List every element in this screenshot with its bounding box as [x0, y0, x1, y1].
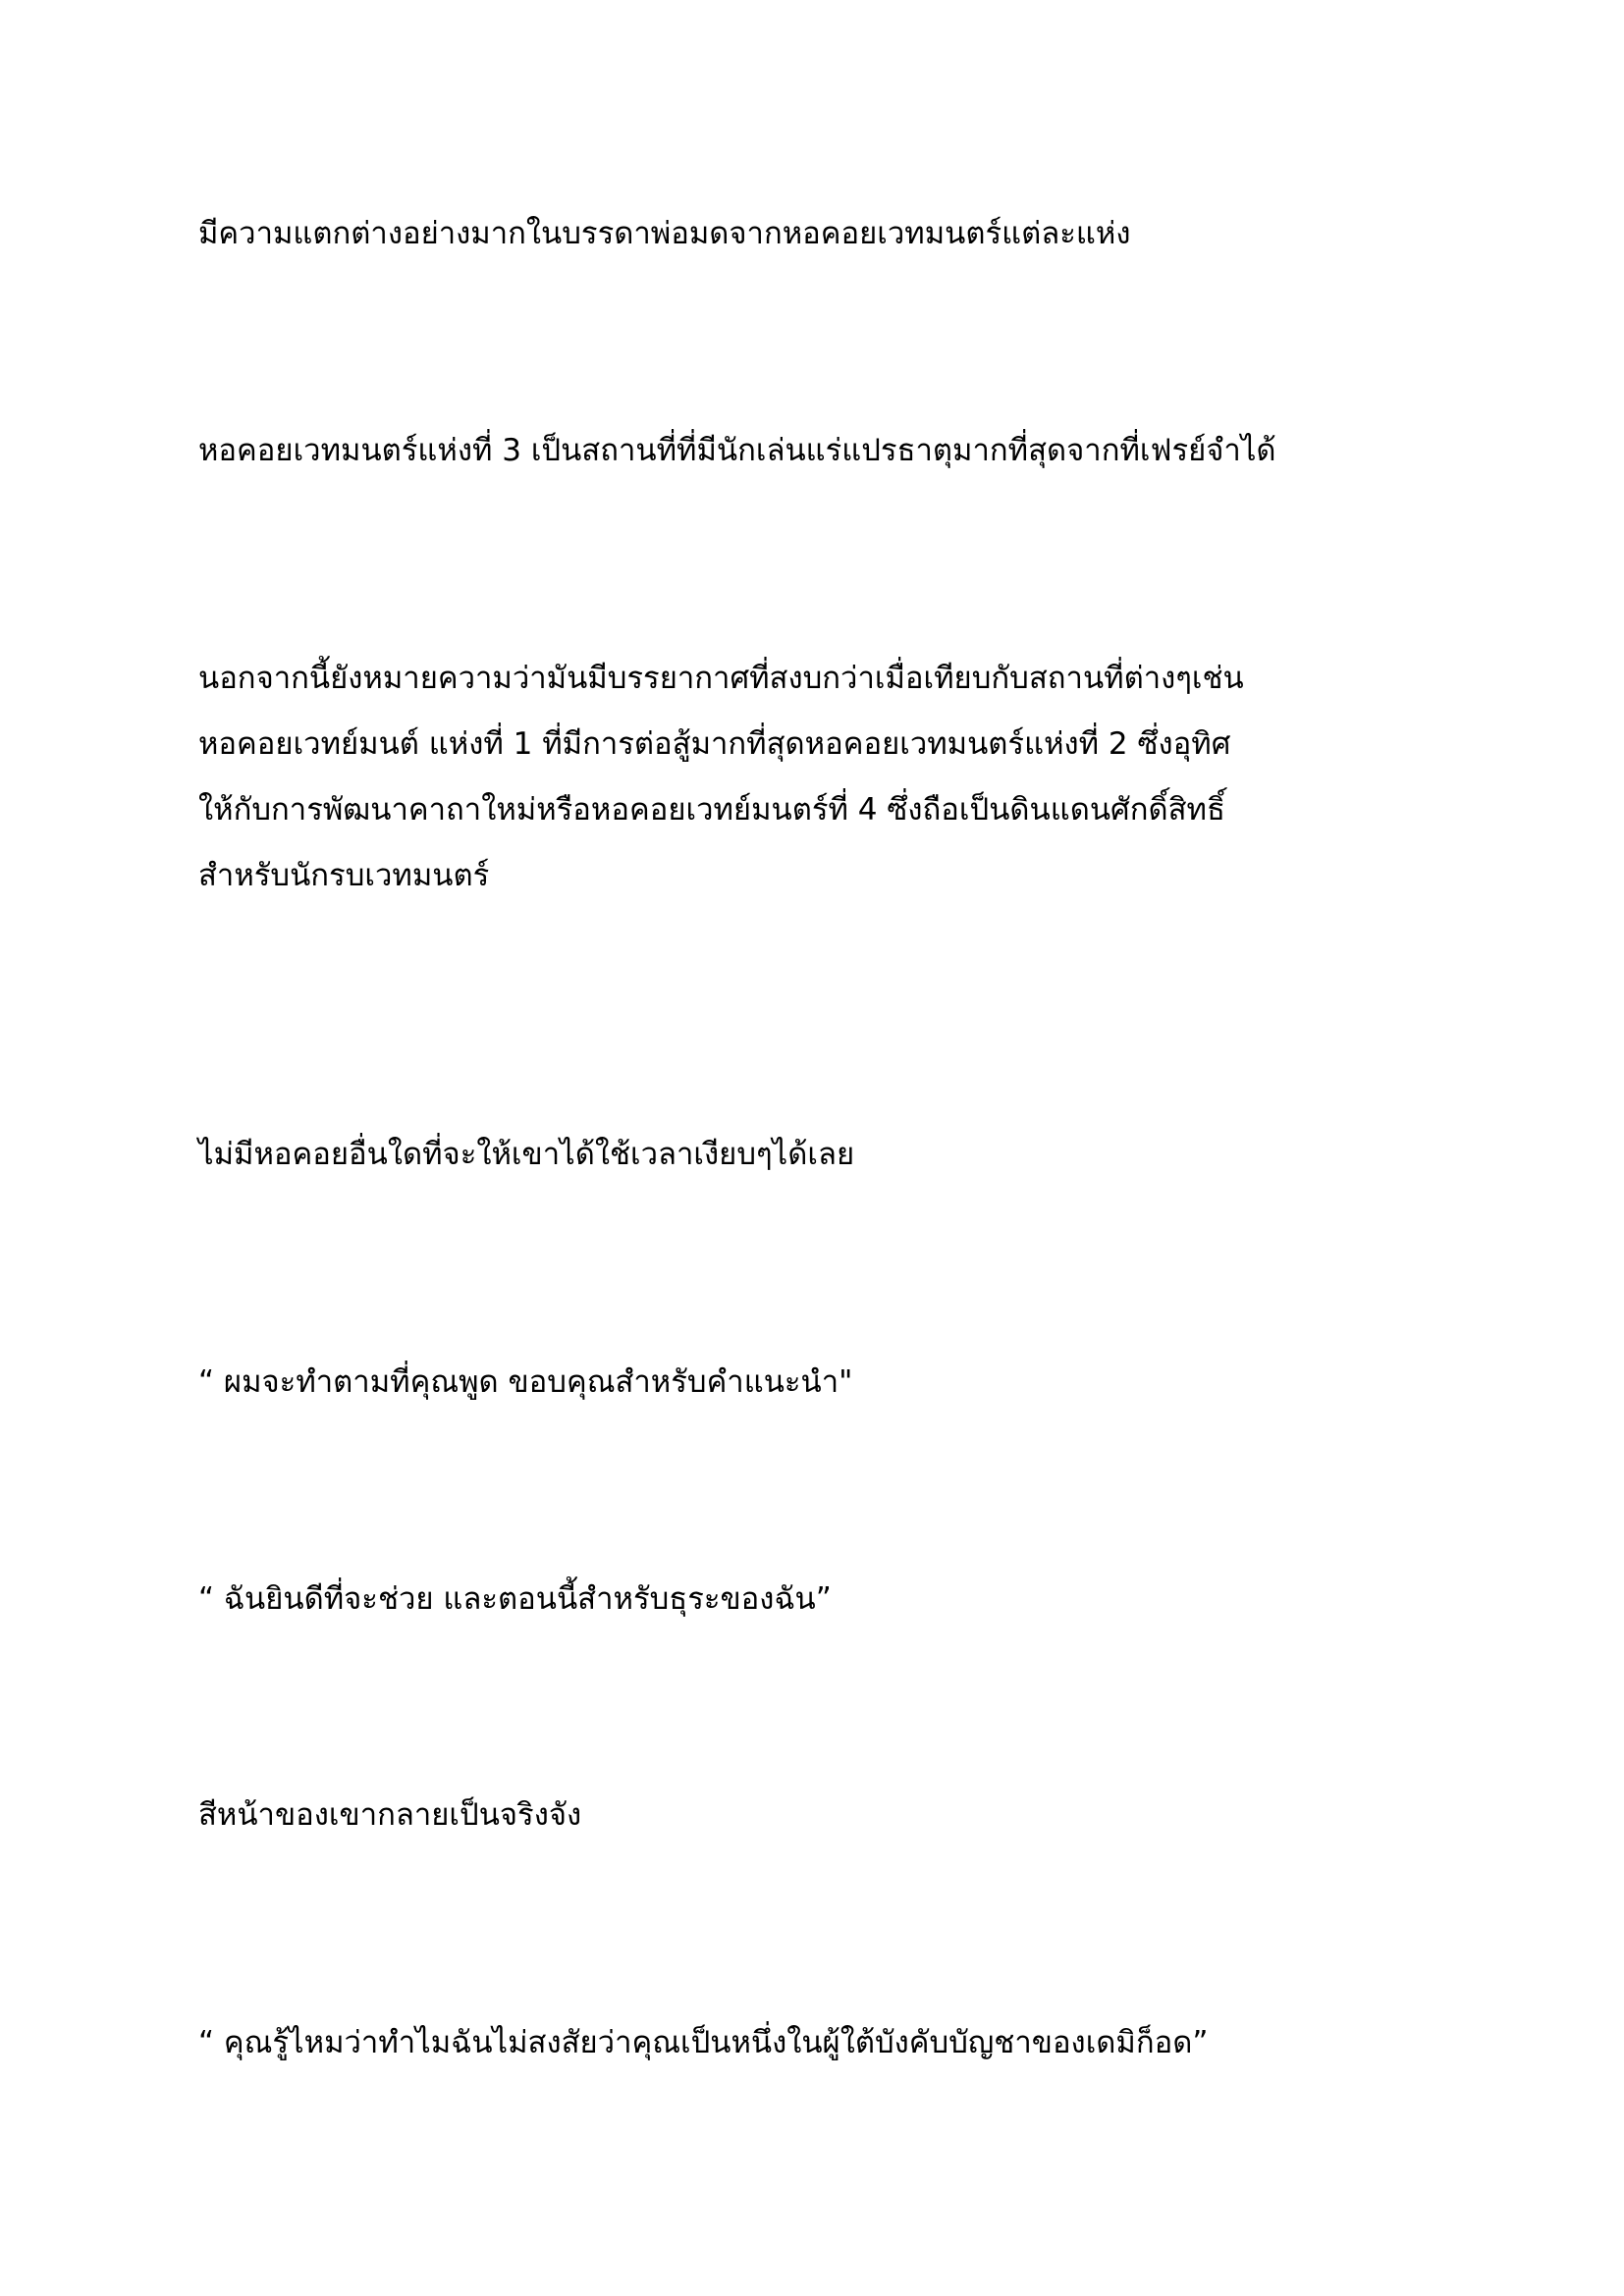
- paragraph-4: [198, 1122, 1475, 1188]
- paragraph-3: [198, 646, 1475, 909]
- text-line: “ คุณรู้ไหมว่าทำไมฉันไม่สงสัยว่าคุณเป็นหนึ่งในผู้ใต้บังคับบัญชาของเดมิก็อด”: [198, 2025, 1209, 2060]
- text-line: “ ผมจะทำตามที่คุณพูด ขอบคุณสำหรับคำแนะนำ": [198, 1364, 853, 1400]
- paragraph-6-dialogue: [198, 1567, 1475, 1632]
- text-line: ให้กับการพัฒนาคาถาใหม่หรือหอคอยเวทย์มนตร์ที่ 4 ซึ่งถือเป็นดินแดนศักดิ์สิทธิ์: [198, 792, 1225, 828]
- paragraph-5-dialogue: [198, 1350, 1475, 1415]
- paragraph-1: [198, 201, 1475, 267]
- paragraph-2: [198, 418, 1475, 484]
- text-line: สีหน้าของเขากลายเป็นจริงจัง: [198, 1797, 582, 1833]
- text-line: หอคอยเวทย์มนต์ แห่งที่ 1 ที่มีการต่อสู้มากที่สุดหอคอยเวทมนตร์แห่งที่ 2 ซึ่งอุทิศ: [198, 726, 1231, 762]
- text-line: ไม่มีหอคอยอื่นใดที่จะให้เขาได้ใช้เวลาเงียบๆได้เลย: [198, 1137, 855, 1172]
- text-line: “ ฉันยินดีที่จะช่วย และตอนนี้สำหรับธุระของฉัน”: [198, 1581, 832, 1617]
- paragraph-8-dialogue: [198, 2010, 1475, 2076]
- text-line: มีความแตกต่างอย่างมากในบรรดาพ่อมดจากหอคอยเวทมนตร์แต่ละแห่ง: [198, 216, 1131, 251]
- text-line: นอกจากนี้ยังหมายความว่ามันมีบรรยากาศที่สงบกว่าเมื่อเทียบกับสถานที่ต่างๆเช่น: [198, 661, 1244, 696]
- text-line: สำหรับนักรบเวทมนตร์: [198, 858, 490, 893]
- text-line: หอคอยเวทมนตร์แห่งที่ 3 เป็นสถานที่ที่มีนักเล่นแร่แปรธาตุมากที่สุดจากที่เฟรย์จำได้: [198, 433, 1276, 468]
- paragraph-7: [198, 1783, 1475, 1848]
